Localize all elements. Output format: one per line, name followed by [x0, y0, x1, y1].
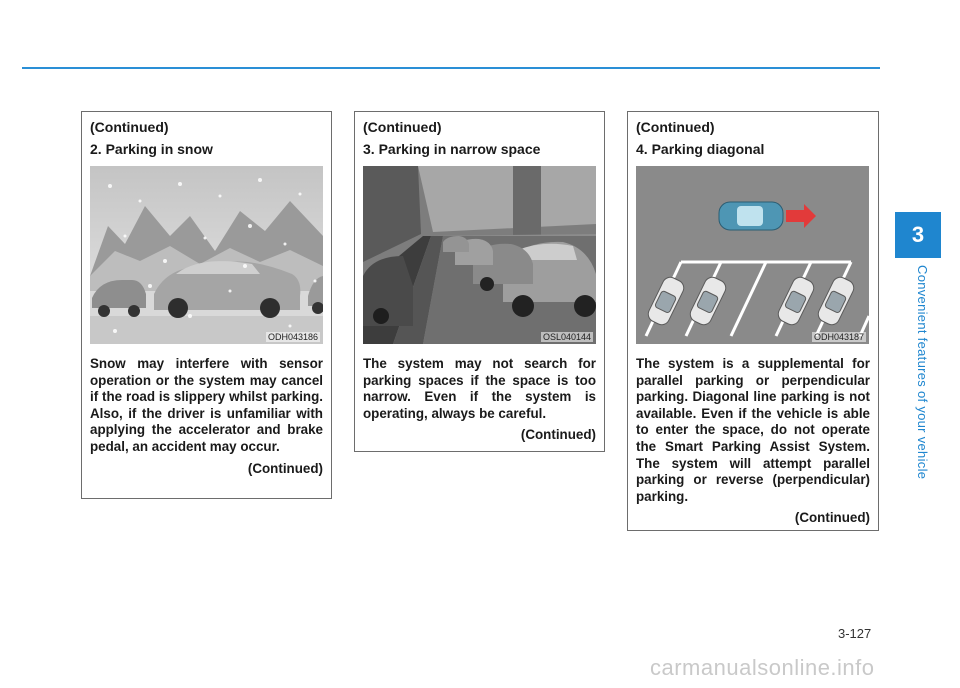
section-parking-in-narrow-space	[354, 111, 605, 452]
figure-code: OSL040144	[542, 332, 591, 342]
diagonal-parking-illustration	[636, 166, 869, 344]
continued-footer: (Continued)	[520, 427, 596, 443]
narrow-space-illustration	[363, 166, 596, 344]
page-number: 3-127	[838, 626, 872, 641]
figure-code: ODH043186	[267, 332, 318, 342]
continued-label: (Continued)	[636, 119, 715, 135]
section-parking-in-snow	[81, 111, 332, 499]
watermark: carmanualsonline.info	[650, 655, 875, 680]
section-heading: 3. Parking in narrow space	[363, 141, 541, 157]
continued-label: (Continued)	[363, 119, 442, 135]
section-heading: 2. Parking in snow	[90, 141, 213, 157]
continued-footer: (Continued)	[247, 460, 323, 476]
top-rule	[22, 67, 880, 69]
chapter-tab: 3	[895, 212, 941, 258]
continued-label: (Continued)	[90, 119, 169, 135]
figure-code: ODH043187	[813, 332, 864, 342]
snow-parking-illustration	[90, 166, 323, 344]
continued-footer: (Continued)	[794, 510, 870, 526]
section-heading: 4. Parking diagonal	[636, 141, 765, 157]
section-body: The system is a supplemental for parallel parking or perpendicular parking. Diagonal line parking is not available. Even if the vehicle is able to enter the space, do not operate the Smart Parking Assist System. The system will attempt parallel parking or reverse (perpendicular) parking.	[636, 356, 870, 504]
chapter-title: Convenient features of your vehicle	[915, 265, 930, 480]
section-parking-diagonal	[627, 111, 879, 531]
section-body: The system may not search for parking spaces if the space is too narrow. Even if the system is operating, always be careful.	[363, 356, 596, 421]
section-body: Snow may interfere with sensor operation or the system may cancel if the road is slippery whilst parking. Also, if the driver is unfamiliar with applying the accelerator and brake pedal, an accident may occur.	[90, 356, 323, 454]
